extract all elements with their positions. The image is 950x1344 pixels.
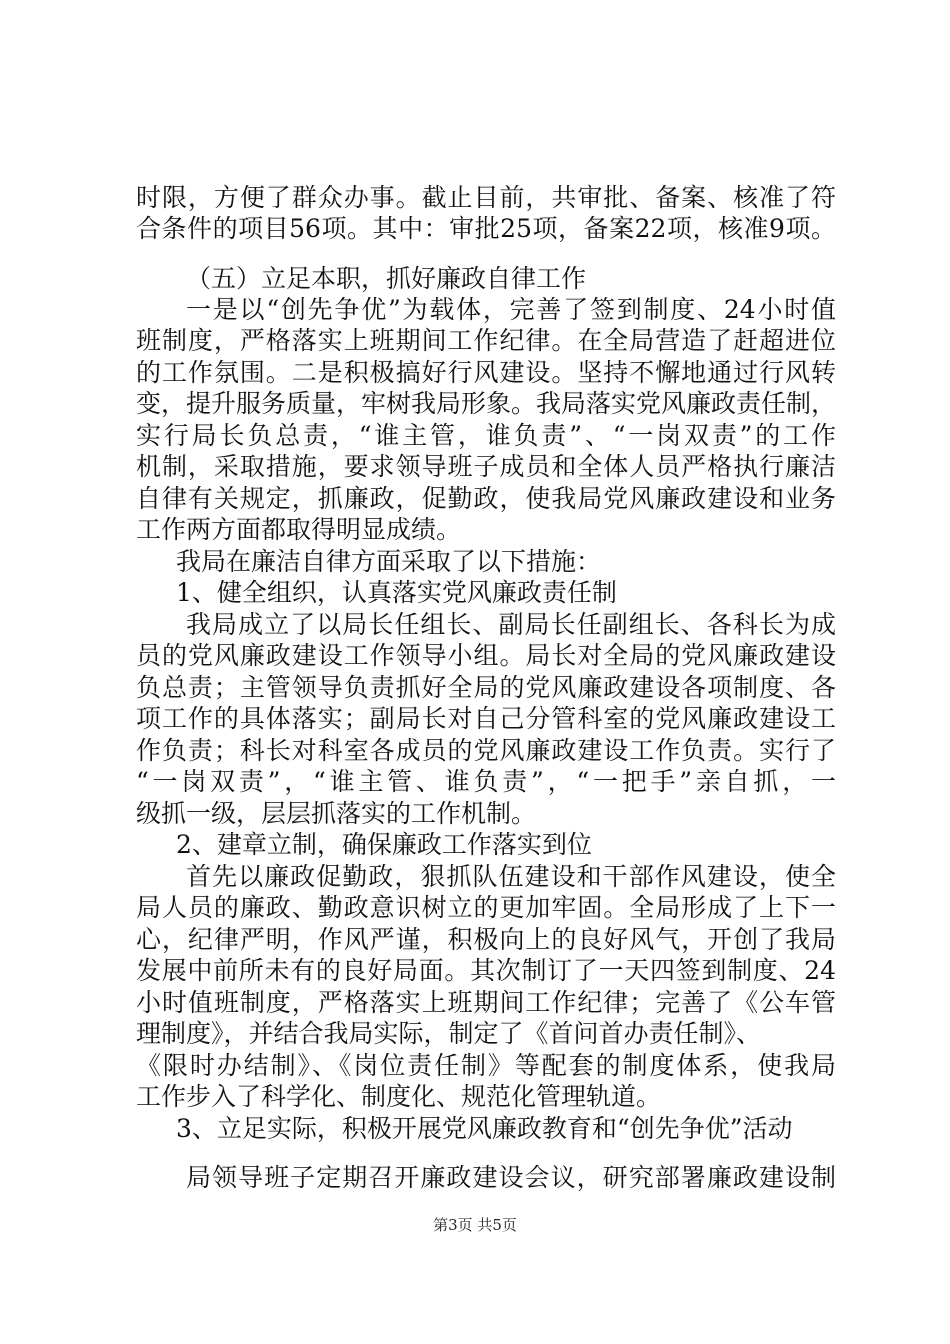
- paragraph-line: 班制度，严格落实上班期间工作纪律。在全局营造了赶超进位: [136, 326, 836, 355]
- paragraph-line: 变，提升服务质量，牢树我局形象。我局落实党风廉政责任制，: [136, 389, 836, 418]
- paragraph-line: 《限时办结制》、《岗位责任制》等配套的制度体系，使我局: [136, 1051, 836, 1080]
- paragraph-line: 发展中前所未有的良好局面。其次制订了一天四签到制度、24: [136, 956, 836, 985]
- section-heading: （五）立足本职，抓好廉政自律工作: [186, 264, 587, 293]
- subsection-heading: 2、建章立制，确保廉政工作落实到位: [176, 830, 592, 859]
- paragraph-line: 实行局长负总责，“谁主管，谁负责”、“一岗双责”的工作: [136, 421, 836, 450]
- paragraph-line: 小时值班制度，严格落实上班期间工作纪律；完善了《公车管: [136, 988, 836, 1017]
- subsection-heading: 1、健全组织，认真落实党风廉政责任制: [176, 578, 617, 607]
- paragraph-line: 心，纪律严明，作风严谨，积极向上的良好风气，开创了我局: [136, 925, 836, 954]
- paragraph-line: 局人员的廉政、勤政意识树立的更加牢固。全局形成了上下一: [136, 893, 836, 922]
- paragraph-line: 机制，采取措施，要求领导班子成员和全体人员严格执行廉洁: [136, 452, 836, 481]
- paragraph-line: 理制度》，并结合我局实际，制定了《首问首办责任制》、: [136, 1019, 762, 1048]
- paragraph-line: 首先以廉政促勤政，狠抓队伍建设和干部作风建设，使全: [186, 862, 836, 891]
- paragraph-line: 工作步入了科学化、制度化、规范化管理轨道。: [136, 1082, 662, 1111]
- paragraph-line: 我局在廉洁自律方面采取了以下措施：: [176, 547, 602, 576]
- paragraph-line: 局领导班子定期召开廉政建设会议，研究部署廉政建设制: [186, 1163, 836, 1192]
- paragraph-line: 自律有关规定，抓廉政，促勤政，使我局党风廉政建设和业务: [136, 484, 836, 513]
- page-footer: 第3页 共5页: [433, 1216, 517, 1234]
- paragraph-line: 级抓一级，层层抓落实的工作机制。: [136, 799, 537, 828]
- paragraph-line: 工作两方面都取得明显成绩。: [136, 515, 462, 544]
- paragraph-line: 合条件的项目56项。其中：审批25项，备案22项，核准9项。: [136, 214, 836, 243]
- paragraph-line: 一是以“创先争优”为载体，完善了签到制度、24小时值: [186, 295, 836, 324]
- paragraph-line: 我局成立了以局长任组长、副局长任副组长、各科长为成: [186, 610, 836, 639]
- paragraph-line: “一岗双责”，“谁主管、谁负责”，“一把手”亲自抓，一: [136, 767, 836, 796]
- paragraph-line: 负总责；主管领导负责抓好全局的党风廉政建设各项制度、各: [136, 673, 836, 702]
- subsection-heading: 3、立足实际，积极开展党风廉政教育和“创先争优”活动: [176, 1114, 793, 1143]
- paragraph-line: 作负责；科长对科室各成员的党风廉政建设工作负责。实行了: [136, 736, 836, 765]
- paragraph-line: 项工作的具体落实；副局长对自己分管科室的党风廉政建设工: [136, 704, 836, 733]
- paragraph-line: 的工作氛围。二是积极搞好行风建设。坚持不懈地通过行风转: [136, 358, 836, 387]
- paragraph-line: 员的党风廉政建设工作领导小组。局长对全局的党风廉政建设: [136, 641, 836, 670]
- paragraph-line: 时限，方便了群众办事。截止目前，共审批、备案、核准了符: [136, 183, 836, 212]
